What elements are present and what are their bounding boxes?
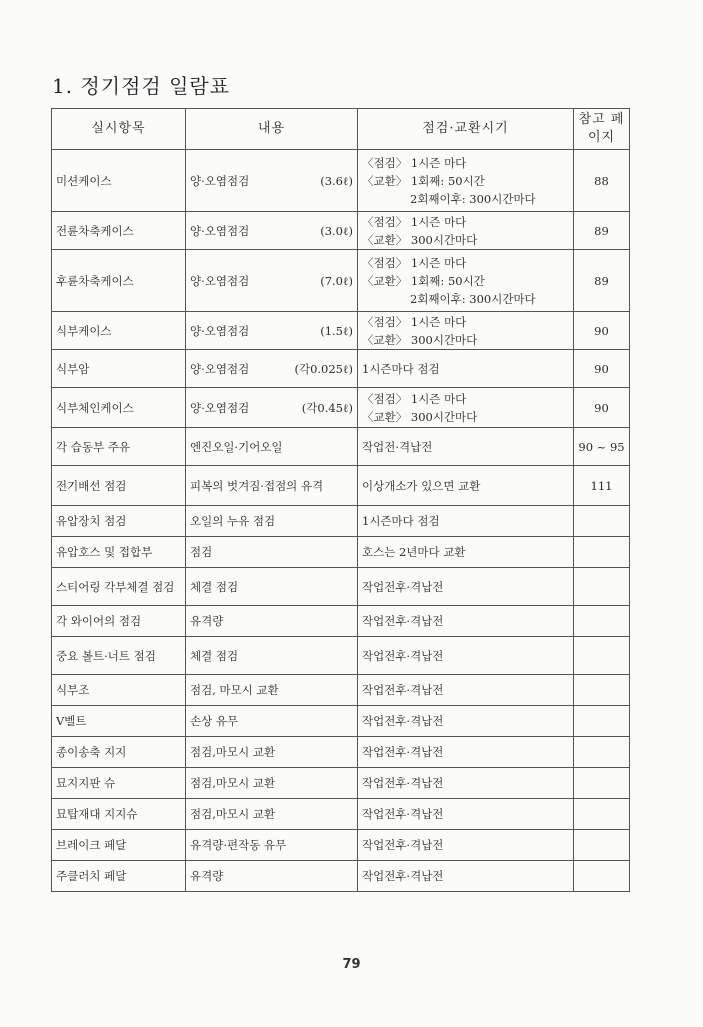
content-text: 점검, 마모시 교환 (190, 683, 279, 697)
row-content (186, 212, 358, 250)
page-title: 1. 정기점검 일람표 (52, 74, 231, 98)
timing-line: 2회째이후: 300시간마다 (410, 191, 536, 206)
table-row (52, 388, 630, 428)
row-content (186, 428, 358, 466)
timing-line: 1시즌마다 점검 (362, 514, 440, 528)
row-item: 미션케이스 (52, 150, 186, 212)
timing-line: 작업전후·격납전 (362, 648, 444, 663)
content-text: 체결 점검 (190, 648, 239, 663)
row-content (186, 350, 358, 388)
row-item: 전륜차축케이스 (52, 212, 186, 250)
row-item: 주클러치 페달 (52, 861, 186, 892)
timing-line: 〈교환〉 300시간마다 (362, 332, 478, 347)
row-page (574, 799, 630, 830)
timing-line: 작업전후·격납전 (362, 579, 444, 594)
content-text: 양·오염점검 (190, 273, 250, 288)
row-item: 종이송축 지지 (52, 737, 186, 768)
timing-line: 호스는 2년마다 교환 (362, 545, 466, 559)
row-page: 90 (574, 388, 630, 428)
row-item: 묘지지판 슈 (52, 768, 186, 799)
row-timing (358, 706, 574, 737)
content-text: 양·오염점검 (190, 173, 250, 188)
row-timing (358, 637, 574, 675)
header-content: 내용 (186, 109, 358, 150)
timing-line: 이상개소가 있으면 교환 (362, 478, 481, 493)
row-item: V벨트 (52, 706, 186, 737)
row-content (186, 388, 358, 428)
capacity-text: (3.6ℓ) (320, 173, 353, 188)
row-timing (358, 861, 574, 892)
row-page (574, 861, 630, 892)
row-timing (358, 350, 574, 388)
row-item: 식부조 (52, 675, 186, 706)
table-row (52, 706, 630, 737)
row-item: 각 와이어의 점검 (52, 606, 186, 637)
content-text: 오일의 누유 점검 (190, 514, 276, 528)
table-row (52, 606, 630, 637)
row-content (186, 537, 358, 568)
timing-line: 〈교환〉 300시간마다 (362, 232, 478, 247)
row-timing (358, 312, 574, 350)
row-content (186, 250, 358, 312)
table-row (52, 737, 630, 768)
content-text: 유격량·편작동 유무 (190, 838, 287, 852)
row-item: 브레이크 페달 (52, 830, 186, 861)
row-page (574, 568, 630, 606)
table-row (52, 637, 630, 675)
row-timing (358, 799, 574, 830)
row-item: 스티어링 각부체결 점검 (52, 568, 186, 606)
content-text: 양·오염점검 (190, 400, 250, 415)
row-page: 89 (574, 250, 630, 312)
capacity-text: (1.5ℓ) (320, 323, 353, 338)
row-item: 식부암 (52, 350, 186, 388)
table-row (52, 830, 630, 861)
timing-line: 1시즌마다 점검 (362, 361, 440, 376)
row-page (574, 675, 630, 706)
timing-line: 작업전후·격납전 (362, 683, 444, 697)
row-content (186, 861, 358, 892)
row-item: 유압장치 점검 (52, 506, 186, 537)
timing-line: 〈교환〉 1회째: 50시간 (362, 273, 485, 288)
capacity-text: (3.0ℓ) (320, 223, 353, 238)
header-page: 참고 페이지 (574, 109, 630, 150)
row-content (186, 568, 358, 606)
row-item: 식부케이스 (52, 312, 186, 350)
table-row (52, 428, 630, 466)
row-content (186, 506, 358, 537)
row-timing (358, 466, 574, 506)
row-content (186, 737, 358, 768)
row-page (574, 768, 630, 799)
row-item: 식부체인케이스 (52, 388, 186, 428)
table-row (52, 768, 630, 799)
table-row (52, 506, 630, 537)
timing-line: 작업전후·격납전 (362, 869, 444, 883)
table-row (52, 250, 630, 312)
content-text: 유격량 (190, 614, 224, 628)
row-page (574, 506, 630, 537)
row-item: 후륜차축케이스 (52, 250, 186, 312)
row-page: 90 ~ 95 (574, 428, 630, 466)
row-content (186, 675, 358, 706)
row-timing (358, 506, 574, 537)
row-content (186, 706, 358, 737)
row-item: 전기배선 점검 (52, 466, 186, 506)
row-timing (358, 150, 574, 212)
row-timing (358, 737, 574, 768)
table-row (52, 861, 630, 892)
table-body (52, 150, 630, 892)
inspection-table (51, 108, 630, 892)
timing-line: 〈점검〉 1시즌 마다 (362, 214, 467, 229)
table-row (52, 799, 630, 830)
header-item: 실시항목 (52, 109, 186, 150)
timing-line: 작업전후·격납전 (362, 838, 444, 852)
timing-line: 작업전후·격납전 (362, 807, 444, 821)
row-content (186, 466, 358, 506)
capacity-text: (각0.025ℓ) (294, 361, 353, 376)
row-content (186, 637, 358, 675)
row-page (574, 637, 630, 675)
table-row (52, 568, 630, 606)
row-timing (358, 830, 574, 861)
capacity-text: (7.0ℓ) (320, 273, 353, 288)
row-content (186, 606, 358, 637)
timing-line: 〈점검〉 1시즌 마다 (362, 255, 467, 270)
row-timing (358, 675, 574, 706)
row-page: 89 (574, 212, 630, 250)
page-number: 79 (342, 957, 361, 972)
content-text: 피복의 벗겨짐·접점의 유격 (190, 478, 324, 493)
header-timing: 점검·교환시기 (358, 109, 574, 150)
content-text: 양·오염점검 (190, 323, 250, 338)
table-row (52, 312, 630, 350)
row-timing (358, 388, 574, 428)
table-row (52, 675, 630, 706)
row-item: 묘탑재대 지지슈 (52, 799, 186, 830)
row-timing (358, 606, 574, 637)
row-content (186, 150, 358, 212)
row-timing (358, 212, 574, 250)
row-page (574, 830, 630, 861)
content-text: 점검 (190, 545, 213, 559)
content-text: 점검,마모시 교환 (190, 807, 276, 821)
timing-line: 2회째이후: 300시간마다 (410, 291, 536, 306)
row-page (574, 737, 630, 768)
content-text: 양·오염점검 (190, 361, 250, 376)
row-item: 각 습동부 주유 (52, 428, 186, 466)
timing-line: 〈점검〉 1시즌 마다 (362, 391, 467, 406)
content-text: 점검,마모시 교환 (190, 745, 276, 759)
row-page (574, 537, 630, 568)
timing-line: 〈점검〉 1시즌 마다 (362, 314, 467, 329)
table-header-row (52, 109, 630, 150)
table-row (52, 212, 630, 250)
capacity-text: (각0.45ℓ) (301, 400, 353, 415)
content-text: 손상 유무 (190, 714, 239, 728)
row-page (574, 706, 630, 737)
table-row (52, 466, 630, 506)
table-row (52, 350, 630, 388)
row-page: 90 (574, 312, 630, 350)
timing-line: 작업전후·격납전 (362, 714, 444, 728)
row-content (186, 799, 358, 830)
timing-line: 〈교환〉 300시간마다 (362, 409, 478, 424)
row-timing (358, 768, 574, 799)
row-page: 90 (574, 350, 630, 388)
row-content (186, 830, 358, 861)
timing-line: 〈교환〉 1회째: 50시간 (362, 173, 485, 188)
row-timing (358, 568, 574, 606)
row-item: 유압호스 및 접합부 (52, 537, 186, 568)
row-timing (358, 537, 574, 568)
row-content (186, 768, 358, 799)
timing-line: 작업전·격납전 (362, 439, 433, 454)
timing-line: 작업전후·격납전 (362, 614, 444, 628)
table-row (52, 150, 630, 212)
content-text: 점검,마모시 교환 (190, 776, 276, 790)
content-text: 엔진오일·기어오일 (190, 439, 283, 454)
row-page (574, 606, 630, 637)
row-page: 88 (574, 150, 630, 212)
row-timing (358, 250, 574, 312)
content-text: 유격량 (190, 869, 224, 883)
row-timing (358, 428, 574, 466)
row-page: 111 (574, 466, 630, 506)
timing-line: 작업전후·격납전 (362, 745, 444, 759)
content-text: 체결 점검 (190, 579, 239, 594)
timing-line: 〈점검〉 1시즌 마다 (362, 155, 467, 170)
content-text: 양·오염점검 (190, 223, 250, 238)
table-row (52, 537, 630, 568)
row-item: 중요 볼트·너트 점검 (52, 637, 186, 675)
row-content (186, 312, 358, 350)
timing-line: 작업전후·격납전 (362, 776, 444, 790)
